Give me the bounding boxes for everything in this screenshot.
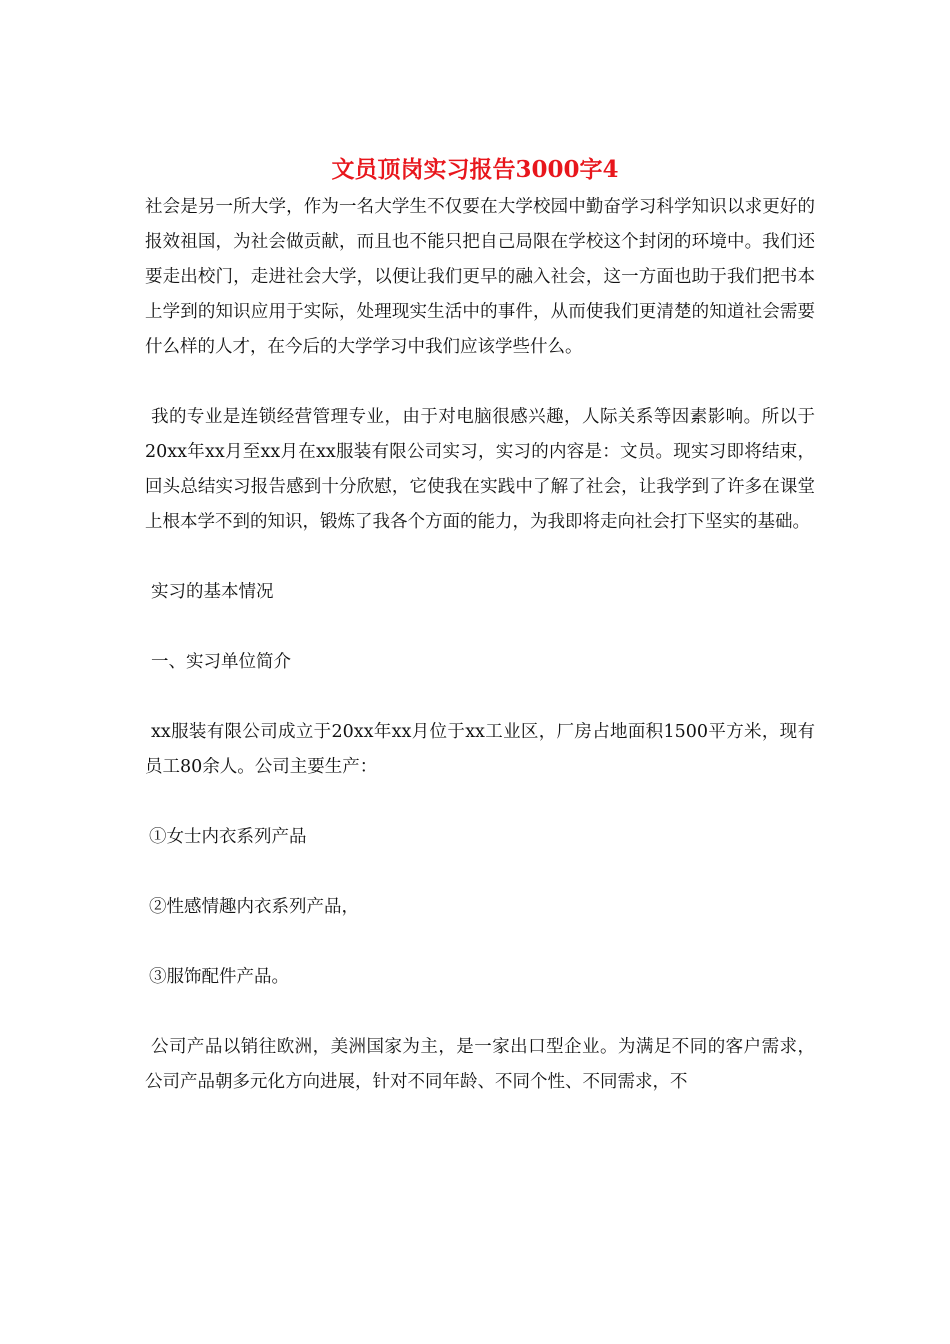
section-heading-basic-situation: 实习的基本情况 (151, 582, 274, 602)
list-item-product-1: ①女士内衣系列产品 (149, 827, 307, 847)
paragraph-major: 我的专业是连锁经营管理专业，由于对电脑很感兴趣，人际关系等因素影响。所以于20xx年xx月至xx月在xx服装有限公司实习，实习的内容是：文员。现实习即将结束，回头总结实习报告感到十分欣慰，它使我在实践中了解了社会，让我学到了许多在课堂上根本学不到的知识，锻炼了我各个方面的能力，为我即将走向社会打下坚实的基础。 (145, 407, 815, 532)
document-body (145, 190, 815, 1135)
list-item-product-3: ③服饰配件产品。 (149, 967, 289, 987)
document-title: 文员顶岗实习报告3000字4 (331, 156, 619, 183)
paragraph-intro: 社会是另一所大学，作为一名大学生不仅要在大学校园中勤奋学习科学知识以求更好的报效祖国，为社会做贡献，而且也不能只把自己局限在学校这个封闭的环境中。我们还要走出校门，走进社会大学，以便让我们更早的融入社会，这一方面也助于我们把书本上学到的知识应用于实际，处理现实生活中的事件，从而使我们更清楚的知道社会需要什么样的人才，在今后的大学学习中我们应该学些什么。 (145, 197, 815, 357)
paragraph-company: xx服装有限公司成立于20xx年xx月位于xx工业区，厂房占地面积1500平方米，现有员工80余人。公司主要生产： (145, 722, 815, 777)
list-item-product-2: ②性感情趣内衣系列产品， (149, 897, 359, 917)
section-heading-company-intro: 一、实习单位简介 (151, 652, 291, 672)
paragraph-market: 公司产品以销往欧洲，美洲国家为主，是一家出口型企业。为满足不同的客户需求，公司产品朝多元化方向进展，针对不同年龄、不同个性、不同需求，不 (145, 1037, 815, 1092)
